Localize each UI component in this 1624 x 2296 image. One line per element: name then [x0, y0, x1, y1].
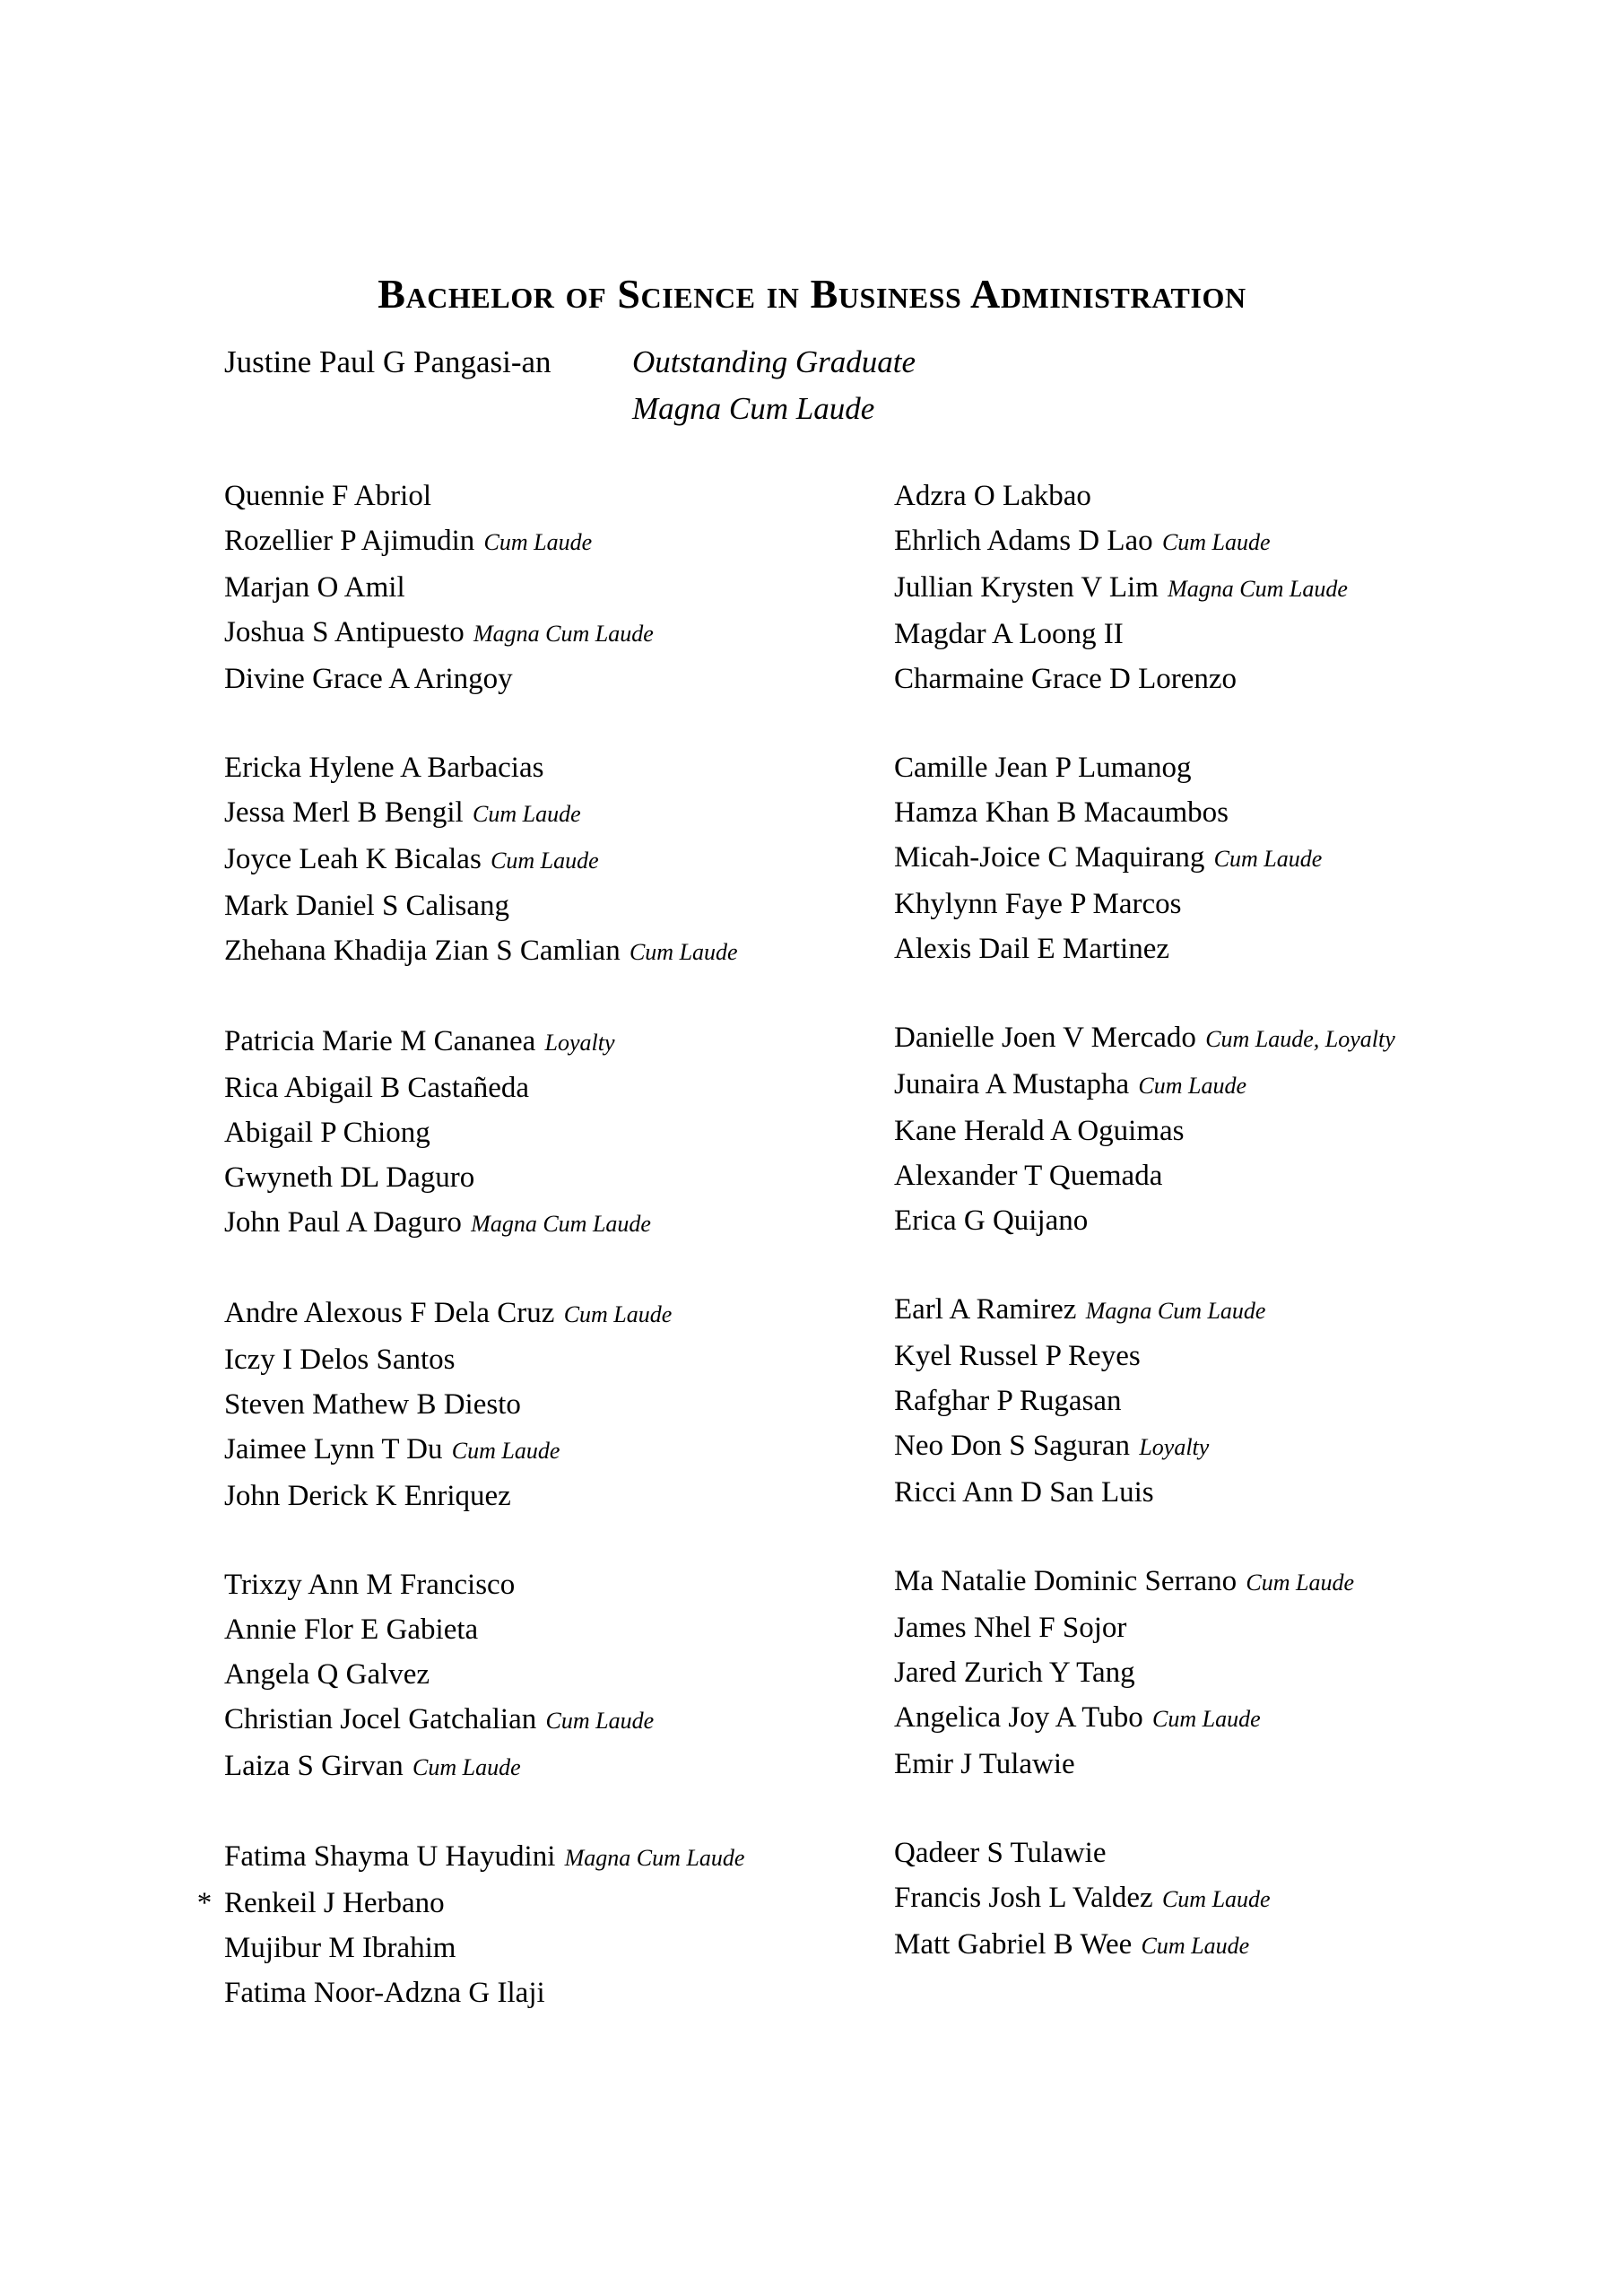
graduate-honor: Cum Laude [1152, 1706, 1261, 1732]
graduate-honor: Cum Laude [491, 848, 599, 874]
graduate-group [191, 1019, 846, 1247]
graduate-name: Joyce Leah K Bicalas [224, 843, 482, 875]
graduate-entry [861, 1109, 1524, 1153]
graduate-entry [191, 1834, 846, 1881]
graduate-list-columns [0, 474, 1624, 2015]
graduate-group [191, 1562, 846, 1790]
graduate-entry [861, 745, 1524, 790]
graduate-entry [861, 474, 1524, 518]
graduate-name: Camille Jean P Lumanog [894, 752, 1192, 784]
graduate-name: John Derick K Enriquez [224, 1480, 511, 1512]
graduate-entry [191, 565, 846, 610]
graduate-entry [861, 1334, 1524, 1378]
graduate-entry [191, 657, 846, 701]
graduate-honor: Cum Laude [1138, 1073, 1247, 1099]
graduate-name: Adzra O Lakbao [894, 480, 1091, 512]
graduate-name: Francis Josh L Valdez [894, 1882, 1153, 1914]
graduate-honor: Cum Laude [451, 1438, 560, 1464]
graduate-name: Patricia Marie M Cananea [224, 1025, 536, 1057]
graduate-honor: Magna Cum Laude [1168, 576, 1348, 602]
outstanding-graduate-award-primary: Outstanding Graduate [632, 344, 916, 379]
graduate-entry [191, 1200, 846, 1247]
graduate-entry [861, 1922, 1524, 1969]
graduate-group [861, 1287, 1524, 1515]
graduate-name: Abigail P Chiong [224, 1117, 430, 1149]
graduate-entry [191, 1337, 846, 1382]
graduate-name: James Nhel F Sojor [894, 1612, 1127, 1644]
graduate-entry [861, 926, 1524, 971]
graduate-name: John Paul A Daguro [224, 1206, 462, 1239]
outstanding-graduate-award-secondary: Magna Cum Laude [632, 391, 875, 426]
graduate-name: Laiza S Girvan [224, 1750, 404, 1782]
graduate-name: Mujibur M Ibrahim [224, 1932, 456, 1964]
graduate-entry [861, 1559, 1524, 1605]
graduate-name: Gwyneth DL Daguro [224, 1161, 475, 1194]
graduate-name: Alexis Dail E Martinez [894, 933, 1169, 965]
graduate-honor: Loyalty [544, 1030, 615, 1056]
graduate-name: Kyel Russel P Reyes [894, 1340, 1141, 1372]
graduate-entry [191, 1744, 846, 1790]
graduate-group [861, 474, 1524, 701]
graduate-entry [191, 1019, 846, 1065]
graduate-entry [191, 474, 846, 518]
graduate-entry [191, 790, 846, 837]
graduate-group [861, 1559, 1524, 1787]
graduate-name: Quennie F Abriol [224, 480, 431, 512]
graduate-honor: Cum Laude [1213, 846, 1323, 872]
graduate-entry [861, 790, 1524, 835]
graduate-entry [861, 565, 1524, 612]
graduate-name: Matt Gabriel B Wee [894, 1928, 1133, 1961]
graduate-name: Magdar A Loong II [894, 618, 1124, 650]
graduate-honor: Magna Cum Laude [473, 621, 654, 647]
graduate-name: Zhehana Khadija Zian S Camlian [224, 935, 621, 967]
graduate-name: Trixzy Ann M Francisco [224, 1569, 516, 1601]
graduate-group [861, 1015, 1524, 1243]
graduate-honor: Magna Cum Laude [471, 1211, 651, 1237]
graduate-name: Ericka Hylene A Barbacias [224, 752, 544, 784]
graduate-entry [861, 1423, 1524, 1470]
graduate-name: Annie Flor E Gabieta [224, 1613, 479, 1646]
graduate-name: Ricci Ann D San Luis [894, 1476, 1154, 1509]
graduate-name: Ma Natalie Dominic Serrano [894, 1565, 1238, 1597]
graduate-entry [861, 1378, 1524, 1423]
graduate-name: Jaimee Lynn T Du [224, 1433, 443, 1465]
graduate-entry [191, 883, 846, 928]
graduate-honor: Cum Laude [1161, 1886, 1271, 1912]
graduate-entry [191, 1474, 846, 1518]
graduate-entry [191, 1155, 846, 1200]
graduate-name: Emir J Tulawie [894, 1748, 1075, 1780]
graduate-name: Angela Q Galvez [224, 1658, 430, 1691]
graduate-name: Jared Zurich Y Tang [894, 1657, 1135, 1689]
graduate-entry [191, 1697, 846, 1744]
graduate-entry [191, 1427, 846, 1474]
graduate-entry [191, 928, 846, 975]
graduate-name: Mark Daniel S Calisang [224, 890, 510, 922]
outstanding-graduate-awards [632, 339, 916, 432]
graduate-entry [861, 612, 1524, 657]
page-title: Bachelor of Science in Business Administration [378, 270, 1246, 317]
graduate-honor: Magna Cum Laude [564, 1845, 745, 1871]
graduate-name: Marjan O Amil [224, 571, 405, 604]
graduate-entry [861, 657, 1524, 701]
graduate-column-right [861, 474, 1524, 2015]
graduate-entry [861, 1153, 1524, 1198]
graduate-name: Danielle Joen V Mercado [894, 1022, 1196, 1054]
graduate-entry [861, 1650, 1524, 1695]
graduate-honor: Cum Laude [1141, 1933, 1250, 1959]
graduate-honor: Cum Laude [472, 801, 581, 827]
graduate-entry [191, 1652, 846, 1697]
graduate-name: Rozellier P Ajimudin [224, 525, 475, 557]
graduate-entry [861, 518, 1524, 565]
graduate-name: Fatima Noor-Adzna G Ilaji [224, 1977, 545, 2009]
graduate-honor: Cum Laude [545, 1708, 655, 1734]
graduate-entry [861, 882, 1524, 926]
graduate-entry [861, 1831, 1524, 1875]
graduate-name: Joshua S Antipuesto [224, 616, 465, 648]
graduate-name: Steven Mathew B Diesto [224, 1388, 521, 1421]
graduate-entry [861, 835, 1524, 882]
graduate-name: Divine Grace A Aringoy [224, 663, 513, 695]
graduate-column-left [191, 474, 846, 2015]
graduate-name: Neo Don S Saguran [894, 1430, 1131, 1462]
graduate-entry [861, 1875, 1524, 1922]
graduate-entry [861, 1470, 1524, 1515]
graduate-entry [191, 1607, 846, 1652]
graduate-entry [191, 837, 846, 883]
graduate-entry [191, 1291, 846, 1337]
graduate-entry [861, 1287, 1524, 1334]
graduate-entry [861, 1062, 1524, 1109]
graduate-entry [861, 1742, 1524, 1787]
graduate-honor: Cum Laude, Loyalty [1205, 1026, 1395, 1052]
graduate-name: Jullian Krysten V Lim [894, 571, 1159, 604]
graduate-entry [861, 1605, 1524, 1650]
graduate-group [191, 745, 846, 975]
graduate-honor: Magna Cum Laude [1085, 1298, 1266, 1324]
graduate-group [191, 1834, 846, 2015]
graduate-honor: Loyalty [1139, 1434, 1210, 1460]
graduate-name: Angelica Joy A Tubo [894, 1701, 1143, 1734]
graduate-name: Christian Jocel Gatchalian [224, 1703, 537, 1735]
graduate-group [861, 745, 1524, 971]
asterisk-marker: * [196, 1887, 213, 1919]
graduate-name: Andre Alexous F Dela Cruz [224, 1297, 555, 1329]
graduate-entry [191, 610, 846, 657]
graduate-name: Earl A Ramirez [894, 1293, 1077, 1326]
graduate-entry [861, 1695, 1524, 1742]
graduate-name: Fatima Shayma U Hayudini [224, 1840, 556, 1873]
graduate-name: Iczy I Delos Santos [224, 1344, 456, 1376]
graduate-name: Jessa Merl B Bengil [224, 796, 464, 829]
graduate-entry [191, 1562, 846, 1607]
outstanding-graduate-block [224, 339, 1408, 432]
graduate-name: Renkeil J Herbano [224, 1887, 445, 1919]
graduate-name: Rica Abigail B Castañeda [224, 1072, 530, 1104]
graduate-name: Rafghar P Rugasan [894, 1385, 1122, 1417]
outstanding-graduate-name: Justine Paul G Pangasi-an [224, 344, 551, 379]
graduate-honor: Cum Laude [1246, 1570, 1355, 1596]
graduate-group [191, 474, 846, 701]
graduate-honor: Cum Laude [563, 1301, 673, 1327]
graduate-name: Alexander T Quemada [894, 1160, 1163, 1192]
graduate-name: Hamza Khan B Macaumbos [894, 796, 1229, 829]
graduate-entry [861, 1015, 1524, 1062]
graduate-entry [861, 1198, 1524, 1243]
graduate-group [861, 1831, 1524, 1969]
graduate-honor: Cum Laude [629, 939, 738, 965]
graduate-entry [191, 518, 846, 565]
graduate-name: Qadeer S Tulawie [894, 1837, 1107, 1869]
graduate-name: Erica G Quijano [894, 1205, 1089, 1237]
graduate-honor: Cum Laude [483, 529, 593, 555]
graduate-name: Khylynn Faye P Marcos [894, 888, 1182, 920]
graduate-name: Kane Herald A Oguimas [894, 1115, 1185, 1147]
graduate-name: Charmaine Grace D Lorenzo [894, 663, 1238, 695]
graduate-name: Micah-Joice C Maquirang [894, 841, 1205, 874]
graduate-name: Junaira A Mustapha [894, 1068, 1130, 1100]
graduate-entry [191, 745, 846, 790]
graduate-entry [191, 1382, 846, 1427]
graduate-entry [191, 1970, 846, 2015]
graduate-group [191, 1291, 846, 1518]
graduate-honor: Cum Laude [1161, 529, 1271, 555]
graduate-entry [191, 1065, 846, 1110]
graduate-entry [191, 1881, 846, 1926]
graduate-entry [191, 1926, 846, 1970]
graduate-name: Ehrlich Adams D Lao [894, 525, 1153, 557]
graduate-entry [191, 1110, 846, 1155]
graduate-honor: Cum Laude [413, 1754, 521, 1780]
